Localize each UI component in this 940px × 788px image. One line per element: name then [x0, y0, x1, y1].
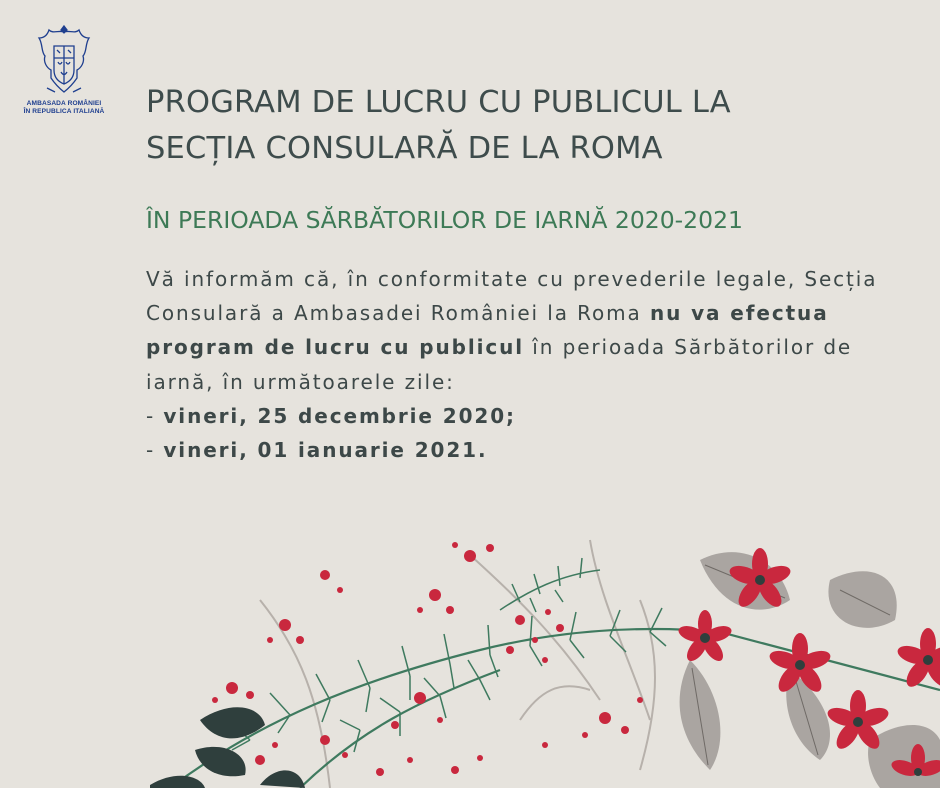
dark-leaves — [150, 707, 305, 788]
closed-date-2-text: vineri, 01 ianuarie 2021. — [163, 438, 488, 463]
announcement-paragraph — [146, 262, 906, 399]
intro-text: Vă informăm că, în conformitate cu prevederile legale, Secția Consulară a Ambasadei României la Roma — [146, 267, 878, 326]
title-line-2: SECȚIA CONSULARĂ DE LA ROMA — [146, 131, 663, 166]
bullet-dash: - — [146, 438, 164, 463]
coat-of-arms-icon — [37, 22, 91, 98]
grey-twigs — [260, 540, 655, 788]
red-flowers — [677, 548, 940, 779]
flower-6 — [890, 744, 940, 779]
embassy-logo — [22, 22, 106, 122]
period-text: în perioada Sărbătorilor de iarnă, în următoarele zile: — [146, 335, 853, 394]
announcement-body — [146, 262, 906, 467]
bullet-dash: - — [146, 403, 164, 428]
flower-4 — [825, 690, 890, 753]
flower-5 — [895, 628, 940, 691]
logo-caption-line2: ÎN REPUBLICA ITALIANĂ — [23, 107, 105, 115]
grey-leaves — [680, 552, 940, 788]
red-berries — [212, 542, 643, 776]
leaf-veins — [692, 565, 890, 765]
closed-date-1-text: vineri, 25 decembrie 2020; — [163, 403, 516, 428]
closed-date-1 — [146, 399, 906, 433]
closed-date-2 — [146, 433, 906, 467]
page-title — [146, 80, 866, 172]
flower-3 — [767, 633, 832, 696]
flower-2 — [677, 610, 734, 664]
closure-statement: nu va efectua program de lucru cu publicul — [146, 301, 829, 360]
page-subtitle: ÎN PERIOADA SĂRBĂTORILOR DE IARNĂ 2020-2021 — [146, 206, 743, 234]
flower-1 — [727, 548, 792, 611]
title-line-1: PROGRAM DE LUCRU CU PUBLICUL LA — [146, 85, 731, 120]
logo-caption-line1: AMBASADA ROMÂNIEI — [26, 100, 102, 107]
pine-branch — [170, 558, 940, 788]
